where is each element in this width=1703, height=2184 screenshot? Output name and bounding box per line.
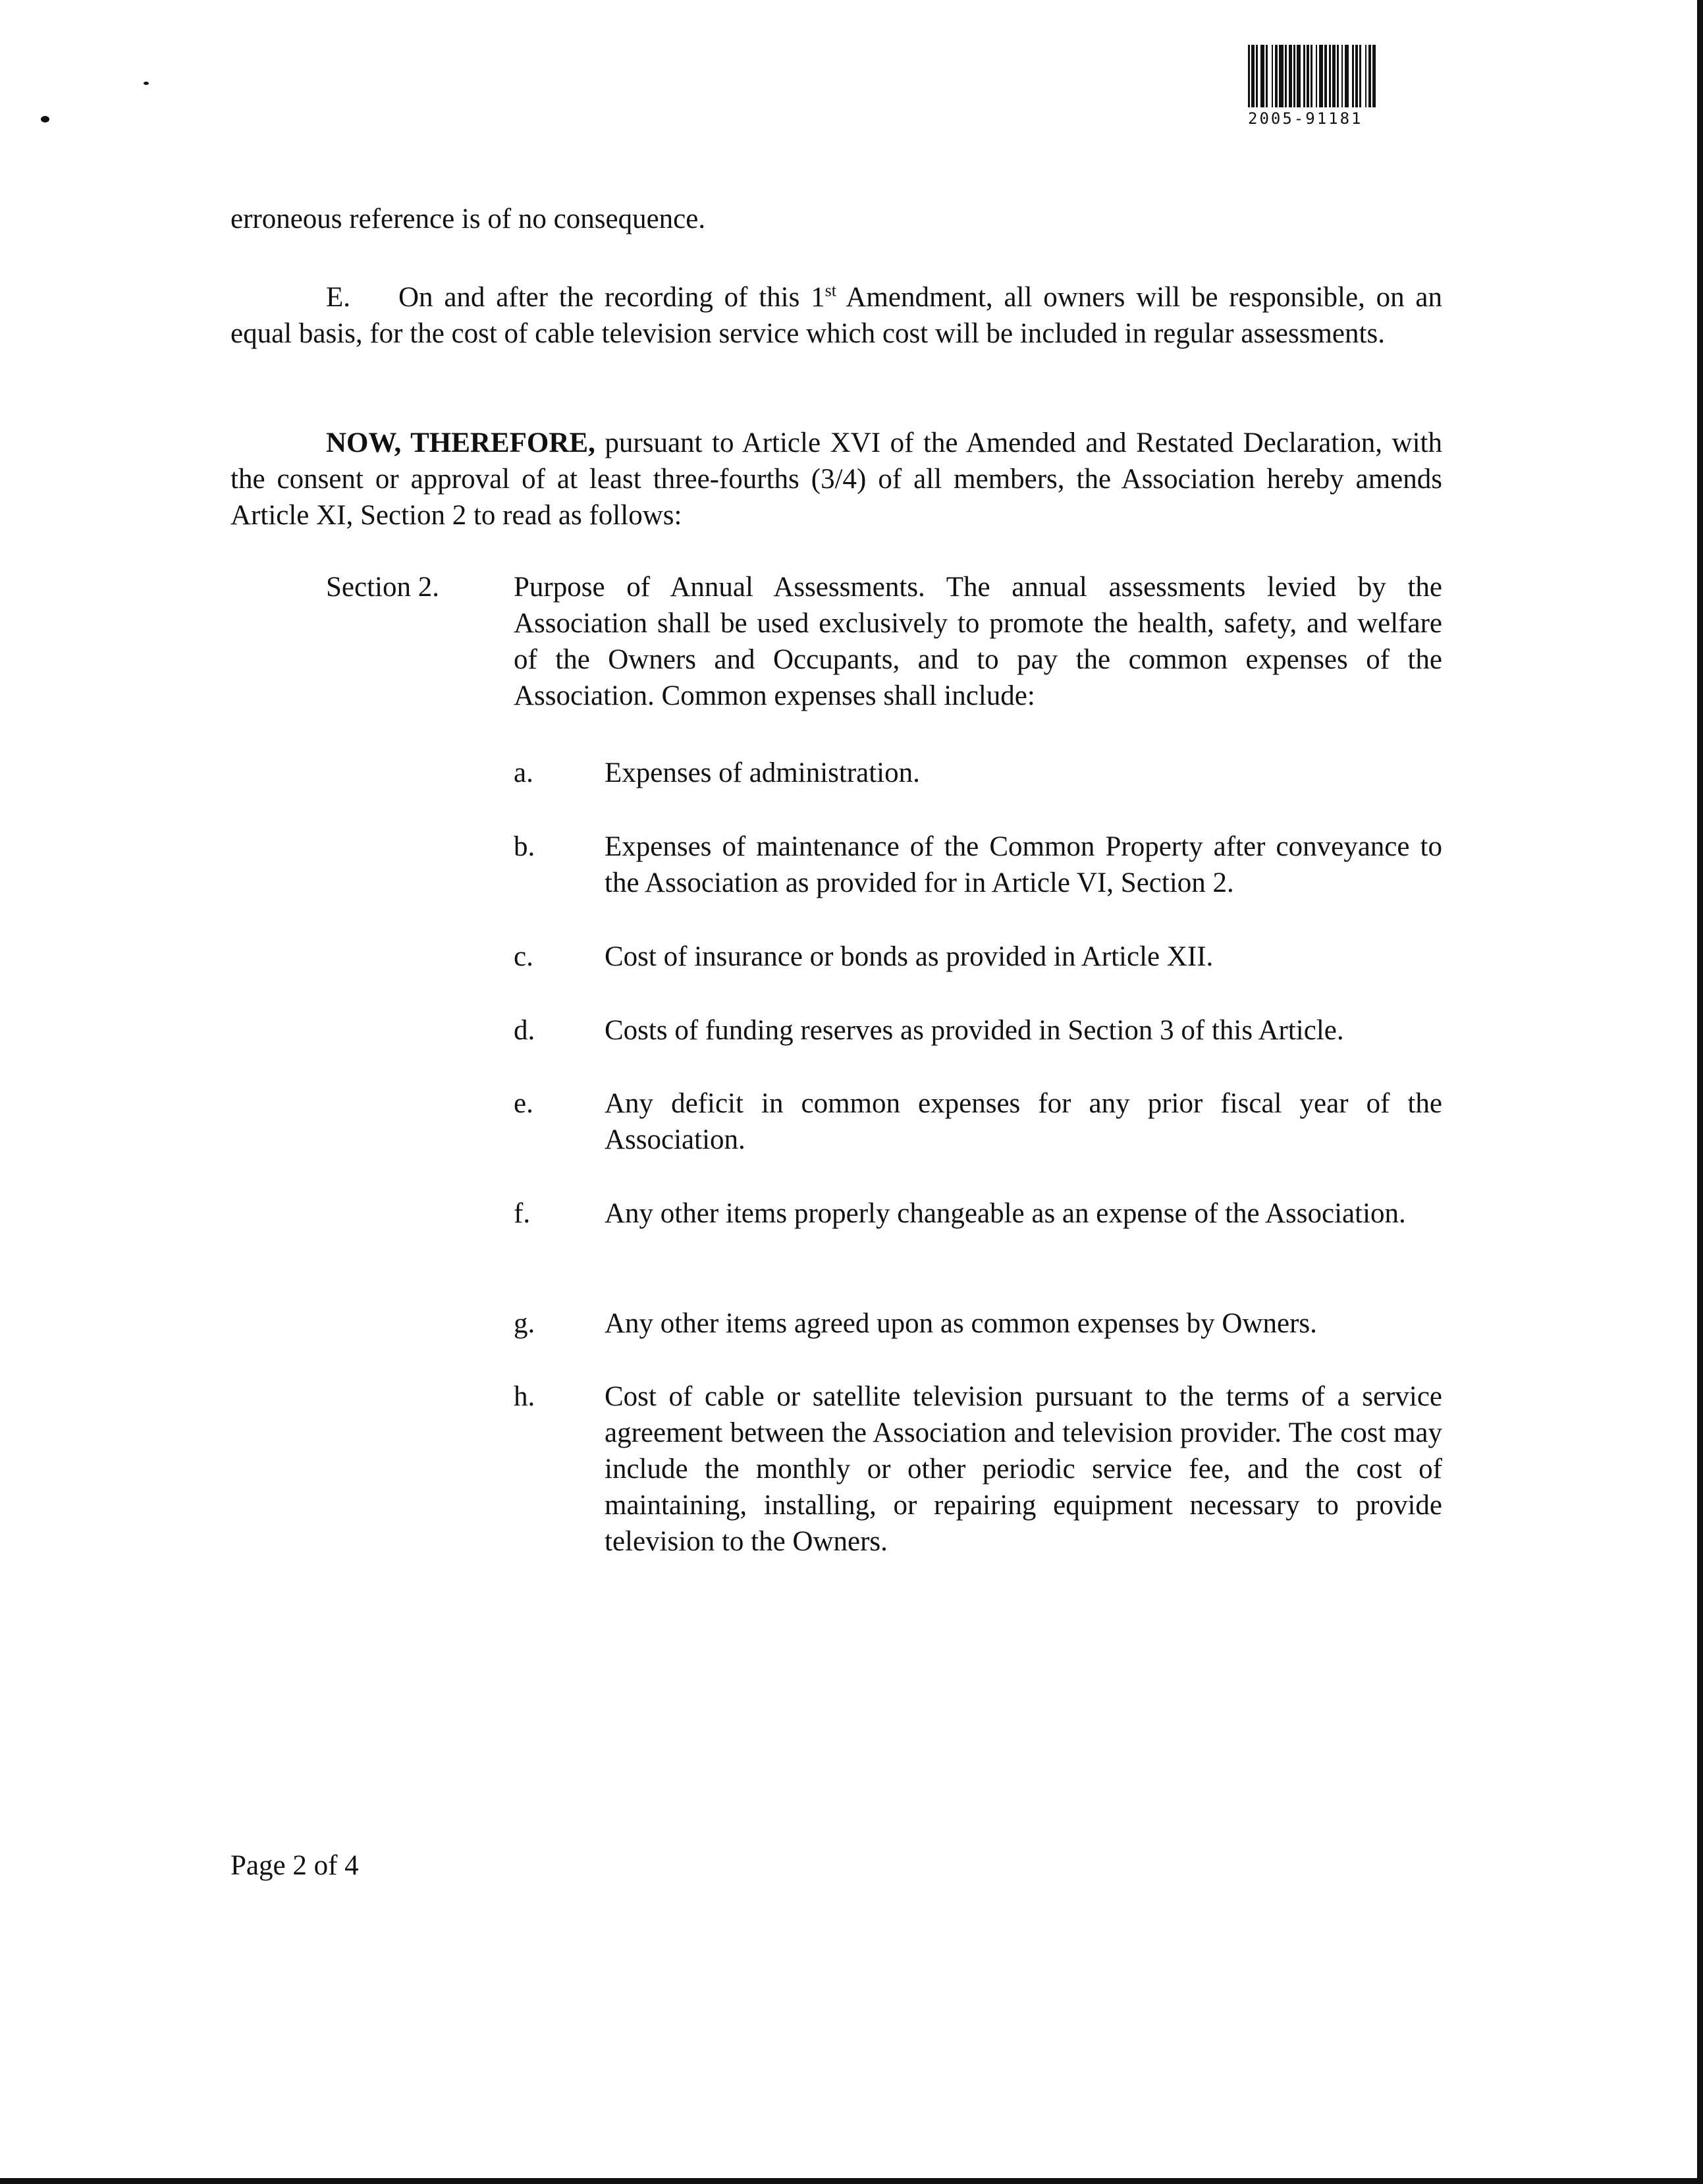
list-item-text: Expenses of maintenance of the Common Property after conveyance to the Association as provided for in Article VI, Section 2. bbox=[605, 831, 1442, 898]
paragraph-e-text-start: On and after the recording of this 1 bbox=[398, 282, 825, 313]
section-label: Section 2. bbox=[326, 572, 439, 603]
barcode-image bbox=[1248, 45, 1551, 107]
barcode-block bbox=[1248, 45, 1551, 127]
list-item-letter: g. bbox=[514, 1308, 535, 1339]
now-therefore-paragraph bbox=[230, 425, 1442, 533]
list-item-text: Expenses of administration. bbox=[605, 757, 920, 788]
list-item-text: Cost of cable or satellite television pursuant to the terms of a service agreement between the Association and television provider. The cost may include the monthly or other periodic service fee, and the cost of maintaining, installing, or repairing equipment necessary to provide television to the Owners. bbox=[605, 1381, 1442, 1557]
continuation-paragraph bbox=[230, 201, 1442, 237]
list-item-text: Any deficit in common expenses for any prior fiscal year of the Association. bbox=[605, 1088, 1442, 1155]
list-item-text: Cost of insurance or bonds as provided in Article XII. bbox=[605, 941, 1214, 972]
list-item-text: Any other items properly changeable as an expense of the Association. bbox=[605, 1198, 1406, 1229]
paragraph-e-ordinal: st bbox=[824, 281, 836, 300]
paragraph-e-text-end: Amendment, all owners will be responsible, on an equal basis, for the cost of cable television service which cost will be included in regular assessments. bbox=[230, 282, 1442, 349]
now-therefore-text: pursuant to Article XVI of the Amended and Restated Declaration, with the consent or approval of at least three-fourths (3/4) of all members, the Association hereby amends Article XI, Section 2 to read as follows: bbox=[230, 427, 1442, 531]
paragraph-e-label: E. bbox=[326, 282, 351, 313]
list-item-letter: e. bbox=[514, 1088, 533, 1119]
now-therefore-heading: NOW, THEREFORE, bbox=[326, 427, 595, 458]
page-number: Page 2 of 4 bbox=[230, 1850, 359, 1881]
scan-speck bbox=[41, 116, 49, 123]
list-item-letter: b. bbox=[514, 831, 535, 862]
list-item-letter: d. bbox=[514, 1015, 535, 1046]
continuation-text: erroneous reference is of no consequence. bbox=[230, 204, 706, 234]
list-item-letter: c. bbox=[514, 941, 533, 972]
list-item-letter: h. bbox=[514, 1381, 535, 1412]
list-item-letter: a. bbox=[514, 757, 533, 788]
list-item-text: Costs of funding reserves as provided in Section 3 of this Article. bbox=[605, 1015, 1344, 1046]
scan-speck bbox=[144, 82, 149, 85]
list-item-letter: f. bbox=[514, 1198, 531, 1229]
paragraph-e bbox=[230, 279, 1442, 352]
list-item-text: Any other items agreed upon as common expenses by Owners. bbox=[605, 1308, 1317, 1339]
barcode-number: 2005-91181 bbox=[1248, 109, 1363, 128]
section-text: Purpose of Annual Assessments. The annual assessments levied by the Association shall be used exclusively to promote the health, safety, and welfare of the Owners and Occupants, and to pay the common expenses of the Association. Common expenses shall include: bbox=[514, 572, 1442, 711]
